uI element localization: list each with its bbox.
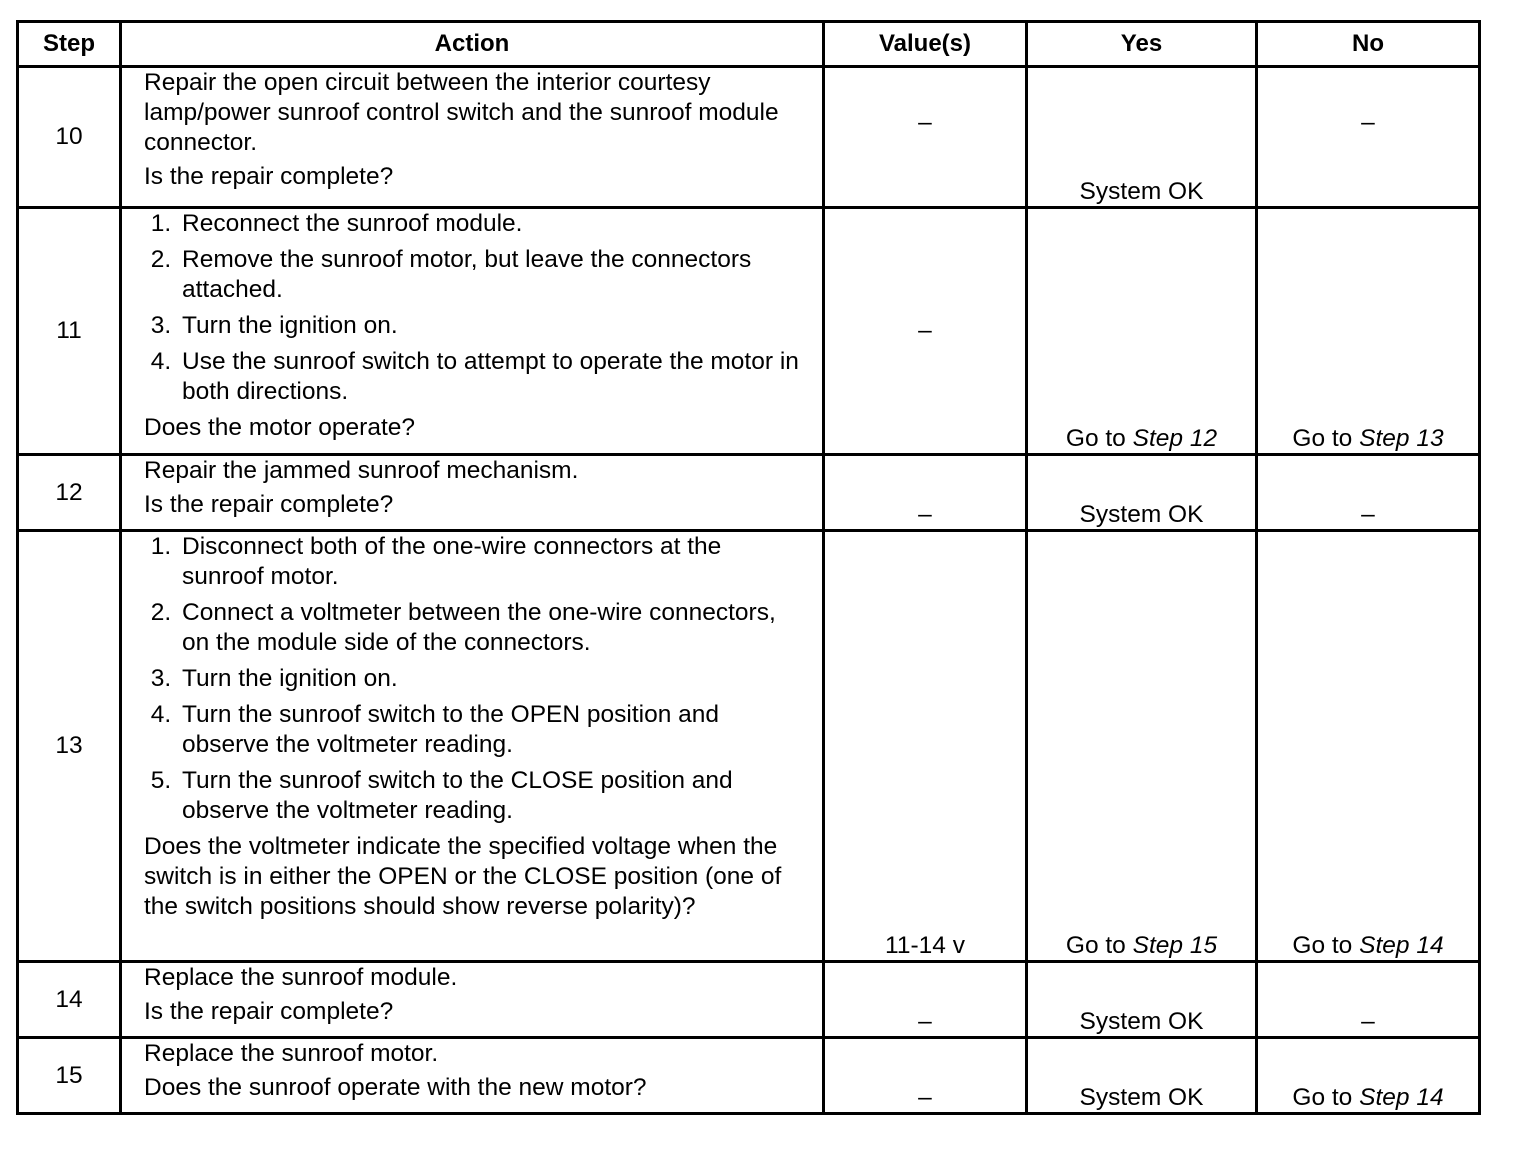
table-row-step-11	[18, 208, 1480, 455]
header-step: Step	[18, 22, 121, 67]
action-cell	[121, 208, 824, 455]
action-question: Is the repair complete?	[144, 491, 394, 518]
substep-item: 1. Disconnect both of the one-wire connectors at the sunroof motor.	[178, 532, 800, 592]
table-row-step-15	[18, 1038, 1480, 1114]
table-row-step-12	[18, 455, 1480, 531]
action-question: Does the sunroof operate with the new motor?	[144, 1074, 647, 1101]
action-cell	[121, 1038, 824, 1114]
table-row-step-13	[18, 531, 1480, 962]
no-cell	[1257, 208, 1480, 455]
header-yes: Yes	[1027, 22, 1257, 67]
action-text: Repair the jammed sunroof mechanism.	[144, 457, 579, 484]
no-cell	[1257, 531, 1480, 962]
value-cell: –	[824, 208, 1027, 455]
action-text: Replace the sunroof motor.	[144, 1040, 439, 1067]
action-text: Repair the open circuit between the interior courtesy lamp/power sunroof control switch and the sunroof module connector.	[144, 69, 779, 156]
step-number: 15	[18, 1038, 121, 1114]
substep-item: 5. Turn the sunroof switch to the CLOSE position and observe the voltmeter reading.	[178, 766, 800, 826]
action-question: Does the voltmeter indicate the specified voltage when the switch is in either the OPEN or the CLOSE position (one of the switch positions should show reverse polarity)?	[144, 833, 782, 920]
no-cell: –	[1257, 67, 1480, 208]
value-cell: –	[824, 455, 1027, 531]
step-number: 10	[18, 67, 121, 208]
no-cell: –	[1257, 455, 1480, 531]
substep-item: 3. Turn the ignition on.	[178, 664, 800, 694]
yes-cell	[1027, 208, 1257, 455]
substep-item: 3. Turn the ignition on.	[178, 311, 800, 341]
step-number: 12	[18, 455, 121, 531]
substep-list	[144, 532, 800, 826]
goto-prefix: Go to	[1065, 425, 1133, 452]
goto-prefix: Go to	[1065, 932, 1133, 959]
goto-step-link: Step 13	[1359, 425, 1444, 452]
substep-item: 1. Reconnect the sunroof module.	[178, 209, 800, 239]
yes-cell: System OK	[1027, 962, 1257, 1038]
step-number: 14	[18, 962, 121, 1038]
goto-step-link: Step 14	[1359, 932, 1444, 959]
substep-item: 4. Turn the sunroof switch to the OPEN position and observe the voltmeter reading.	[178, 700, 800, 760]
header-no: No	[1257, 22, 1480, 67]
yes-cell	[1027, 531, 1257, 962]
action-question: Is the repair complete?	[144, 163, 394, 190]
substep-item: 4. Use the sunroof switch to attempt to operate the motor in both directions.	[178, 347, 800, 407]
action-cell	[121, 531, 824, 962]
action-cell	[121, 962, 824, 1038]
yes-cell: System OK	[1027, 67, 1257, 208]
goto-prefix: Go to	[1292, 1084, 1360, 1111]
action-question: Does the motor operate?	[144, 414, 416, 441]
no-cell: –	[1257, 962, 1480, 1038]
action-text: Replace the sunroof module.	[144, 964, 458, 991]
action-cell	[121, 67, 824, 208]
value-cell: 11-14 v	[824, 531, 1027, 962]
action-cell	[121, 455, 824, 531]
goto-prefix: Go to	[1292, 932, 1360, 959]
step-number: 13	[18, 531, 121, 962]
value-cell: –	[824, 1038, 1027, 1114]
step-number: 11	[18, 208, 121, 455]
table-row-step-10	[18, 67, 1480, 208]
substep-list	[144, 209, 800, 407]
value-cell: –	[824, 962, 1027, 1038]
diagnostic-table	[16, 20, 1481, 1115]
header-action: Action	[121, 22, 824, 67]
yes-cell: System OK	[1027, 455, 1257, 531]
goto-step-link: Step 15	[1132, 932, 1218, 959]
action-question: Is the repair complete?	[144, 998, 394, 1025]
goto-step-link: Step 12	[1132, 425, 1218, 452]
header-row	[18, 22, 1480, 67]
goto-step-link: Step 14	[1359, 1084, 1444, 1111]
substep-item: 2. Connect a voltmeter between the one-wire connectors, on the module side of the connectors.	[178, 598, 800, 658]
value-cell: –	[824, 67, 1027, 208]
goto-prefix: Go to	[1292, 425, 1360, 452]
header-values: Value(s)	[824, 22, 1027, 67]
yes-cell: System OK	[1027, 1038, 1257, 1114]
no-cell	[1257, 1038, 1480, 1114]
table-row-step-14	[18, 962, 1480, 1038]
substep-item: 2. Remove the sunroof motor, but leave the connectors attached.	[178, 245, 800, 305]
